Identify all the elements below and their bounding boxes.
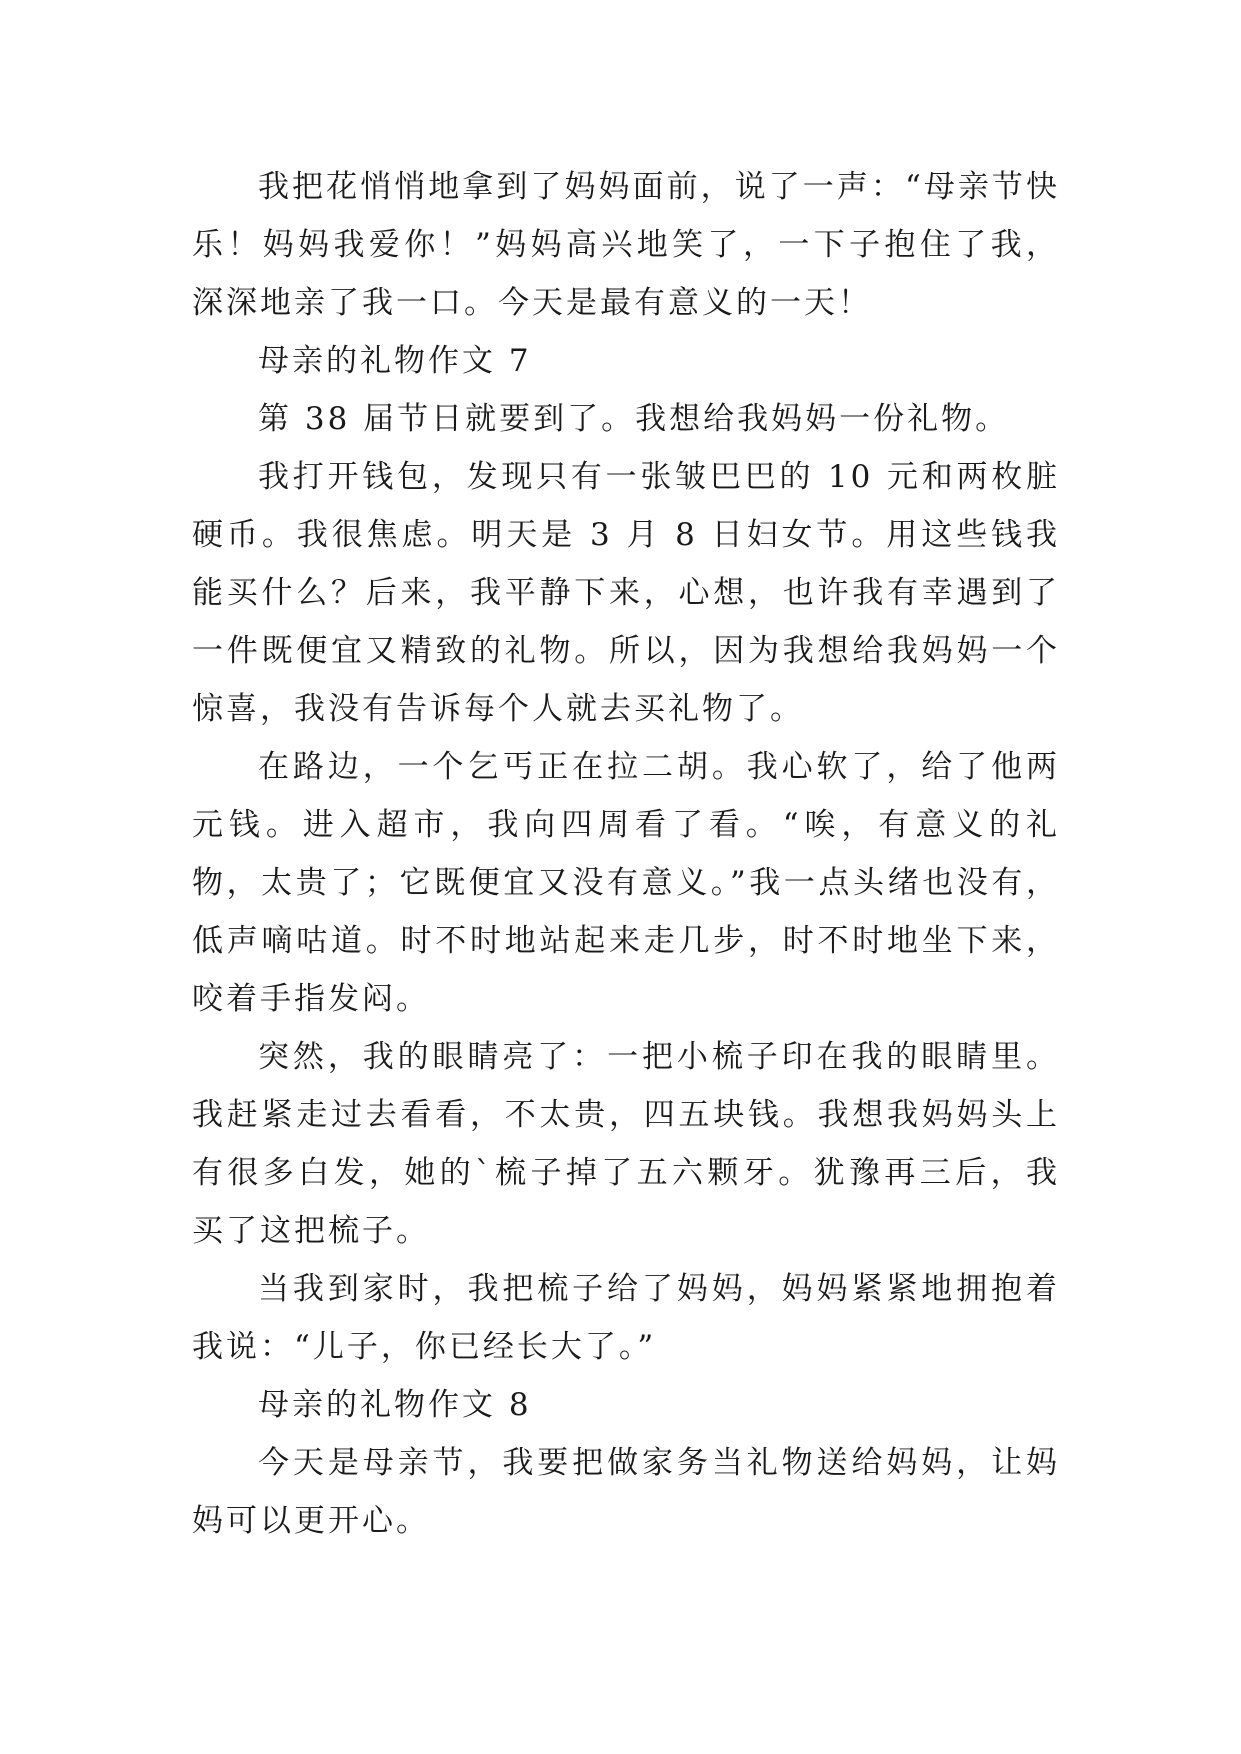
- section-heading-8: 母亲的礼物作文 8: [258, 1387, 532, 1423]
- document-body: [192, 158, 1060, 1550]
- paragraph-flower-gift: 我把花悄悄地拿到了妈妈面前，说了一声：“母亲节快乐！妈妈我爱你！”妈妈高兴地笑了，一下子抱住了我，深深地亲了我一口。今天是最有意义的一天！: [192, 169, 1060, 321]
- paragraph-wallet: 我打开钱包，发现只有一张皱巴巴的 10 元和两枚脏硬币。我很焦虑。明天是 3 月 8 日妇女节。用这些钱我能买什么？后来，我平静下来，心想，也许我有幸遇到了一件既便宜又精致的礼物。所以，因为我想给我妈妈一个惊喜，我没有告诉每个人就去买礼物了。: [192, 459, 1060, 727]
- paragraph-roadside: 在路边，一个乞丐正在拉二胡。我心软了，给了他两元钱。进入超市，我向四周看了看。“唉，有意义的礼物，太贵了；它既便宜又没有意义。”我一点头绪也没有，低声嘀咕道。时不时地站起来走几步，时不时地坐下来，咬着手指发闷。: [192, 749, 1060, 1017]
- paragraph-housework: 今天是母亲节，我要把做家务当礼物送给妈妈，让妈妈可以更开心。: [192, 1445, 1060, 1539]
- section-heading-7: 母亲的礼物作文 7: [258, 343, 532, 379]
- paragraph-comb: 突然，我的眼睛亮了：一把小梳子印在我的眼睛里。我赶紧走过去看看，不太贵，四五块钱。我想我妈妈头上有很多白发，她的`梳子掉了五六颗牙。犹豫再三后，我买了这把梳子。: [192, 1039, 1060, 1249]
- paragraph-home: 当我到家时，我把梳子给了妈妈，妈妈紧紧地拥抱着我说：“儿子，你已经长大了。”: [192, 1271, 1060, 1365]
- paragraph-festival-intro: 第 38 届节日就要到了。我想给我妈妈一份礼物。: [258, 401, 1010, 437]
